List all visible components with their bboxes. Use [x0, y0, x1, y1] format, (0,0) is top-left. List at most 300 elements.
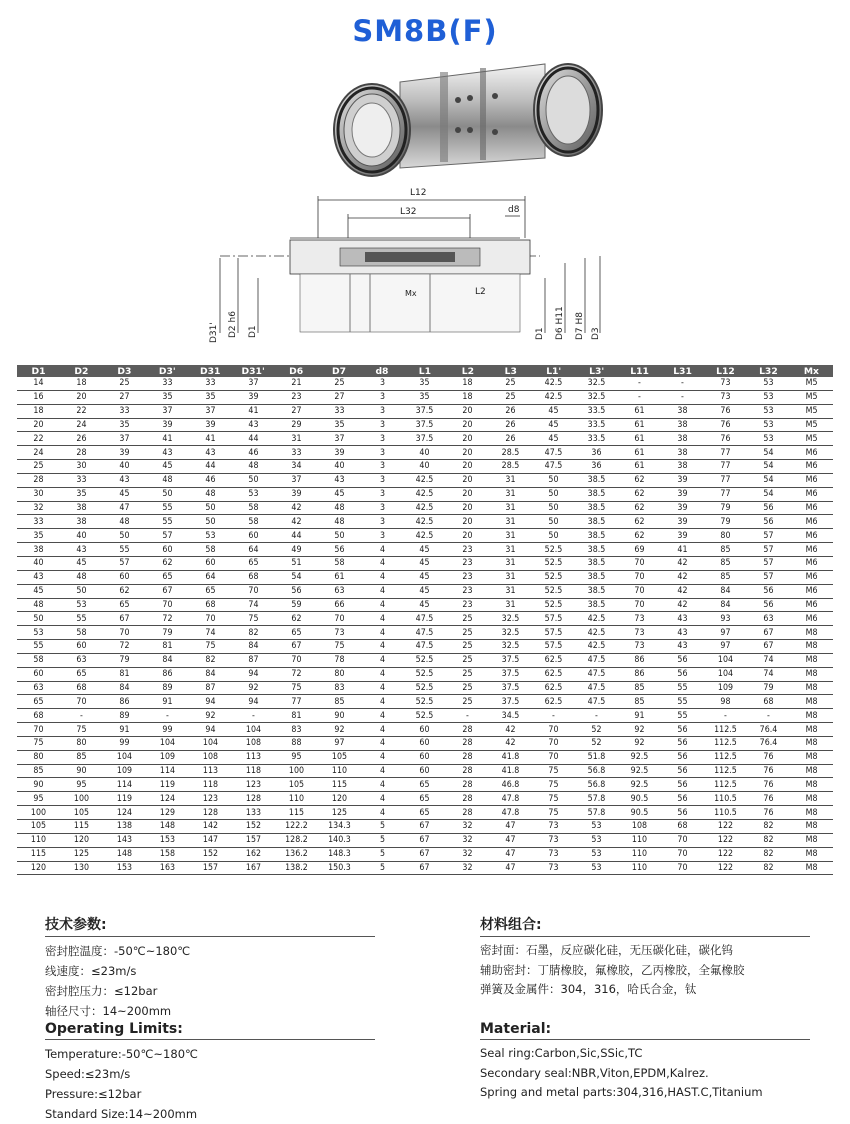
table-cell: 25 [449, 612, 486, 626]
table-cell: 38.5 [578, 543, 615, 557]
table-cell: 62 [621, 473, 658, 487]
table-cell: 114 [106, 778, 143, 792]
table-cell: 55 [63, 612, 100, 626]
table-cell: 82 [750, 820, 787, 834]
table-cell: M6 [793, 487, 830, 501]
table-cell: 38.5 [578, 598, 615, 612]
table-cell: 97 [707, 626, 744, 640]
table-cell: 25 [449, 653, 486, 667]
table-cell: 39 [106, 446, 143, 460]
table-cell: 25 [492, 390, 529, 404]
column-header: D2 [60, 365, 103, 377]
table-cell: 152 [192, 847, 229, 861]
table-cell: 73 [621, 640, 658, 654]
table-cell: M8 [793, 736, 830, 750]
table-row [17, 847, 833, 861]
table-cell: M8 [793, 778, 830, 792]
table-cell: 75 [535, 806, 572, 820]
product-title: SM8B(F) [352, 14, 498, 48]
material-en-line: Spring and metal parts:304,316,HAST.C,Titanium [480, 1085, 763, 1099]
table-row [17, 501, 833, 515]
table-cell: 23 [449, 570, 486, 584]
table-cell: 70 [621, 598, 658, 612]
table-cell: 41 [149, 432, 186, 446]
table-cell: 77 [707, 446, 744, 460]
table-cell: 45 [63, 556, 100, 570]
table-cell: 48 [321, 515, 358, 529]
table-cell: 80 [707, 529, 744, 543]
table-cell: 62 [621, 487, 658, 501]
table-cell: 124 [106, 806, 143, 820]
table-cell: 42.5 [578, 612, 615, 626]
table-cell: 85 [621, 681, 658, 695]
table-cell: 45 [535, 404, 572, 418]
table-cell: 62 [621, 529, 658, 543]
table-cell: 53 [578, 847, 615, 861]
table-cell: M6 [793, 543, 830, 557]
table-cell: 35 [149, 390, 186, 404]
table-cell: 36 [578, 446, 615, 460]
table-cell: 22 [20, 432, 57, 446]
table-cell: 31 [492, 584, 529, 598]
table-cell: 50 [535, 501, 572, 515]
table-cell: 100 [278, 764, 315, 778]
table-cell: 79 [106, 653, 143, 667]
table-cell: 43 [664, 640, 701, 654]
table-cell: 104 [235, 723, 272, 737]
table-cell: 56 [664, 653, 701, 667]
table-cell: 120 [321, 792, 358, 806]
table-cell: 56 [750, 584, 787, 598]
table-cell: 43 [664, 612, 701, 626]
table-cell: 47.8 [492, 792, 529, 806]
table-cell: 125 [63, 847, 100, 861]
table-cell: M8 [793, 723, 830, 737]
table-cell: 54 [750, 446, 787, 460]
table-cell: 105 [20, 820, 57, 834]
table-cell: 94 [235, 695, 272, 709]
table-cell: 4 [364, 653, 401, 667]
table-cell: 36 [578, 460, 615, 474]
table-cell: 39 [664, 473, 701, 487]
table-cell: 61 [621, 460, 658, 474]
table-cell: 120 [20, 861, 57, 875]
table-cell: 56 [750, 501, 787, 515]
table-row [17, 792, 833, 806]
table-cell: M8 [793, 820, 830, 834]
table-cell: 50 [20, 612, 57, 626]
table-cell: 84 [707, 598, 744, 612]
table-cell: 45 [406, 570, 443, 584]
table-cell: 43 [149, 446, 186, 460]
spec-table [17, 365, 833, 875]
table-cell: 104 [106, 750, 143, 764]
table-cell: 152 [235, 820, 272, 834]
table-cell: 18 [449, 377, 486, 390]
table-cell: 104 [149, 736, 186, 750]
table-cell: 43 [20, 570, 57, 584]
table-cell: 85 [707, 556, 744, 570]
table-cell: 80 [63, 736, 100, 750]
table-cell: 37.5 [492, 695, 529, 709]
table-cell: 56 [664, 750, 701, 764]
table-cell: 53 [20, 626, 57, 640]
table-cell: 50 [535, 515, 572, 529]
table-cell: 53 [750, 390, 787, 404]
table-cell: 76.4 [750, 723, 787, 737]
table-cell: 38.5 [578, 487, 615, 501]
table-cell: M5 [793, 377, 830, 390]
table-cell: 99 [106, 736, 143, 750]
table-cell: 48 [106, 515, 143, 529]
table-cell: 125 [321, 806, 358, 820]
table-cell: 87 [235, 653, 272, 667]
table-cell: 143 [106, 833, 143, 847]
table-cell: 37.5 [492, 667, 529, 681]
table-cell: M8 [793, 861, 830, 875]
table-cell: 78 [321, 653, 358, 667]
table-cell: 25 [492, 377, 529, 390]
table-cell: 74 [750, 653, 787, 667]
table-cell: 28.5 [492, 460, 529, 474]
table-cell: 82 [192, 653, 229, 667]
table-cell: 38 [664, 446, 701, 460]
table-cell: 89 [149, 681, 186, 695]
table-cell: 65 [149, 570, 186, 584]
table-cell: 29 [278, 418, 315, 432]
table-cell: 73 [535, 847, 572, 861]
table-cell: 70 [621, 570, 658, 584]
table-cell: 136.2 [278, 847, 315, 861]
table-cell: 4 [364, 695, 401, 709]
table-cell: 75 [535, 764, 572, 778]
table-cell: 109 [149, 750, 186, 764]
table-cell: 32.5 [492, 626, 529, 640]
table-cell: 118 [192, 778, 229, 792]
table-row [17, 487, 833, 501]
table-cell: 73 [707, 377, 744, 390]
table-cell: 53 [750, 404, 787, 418]
table-cell: 35 [192, 390, 229, 404]
table-cell: 3 [364, 446, 401, 460]
table-cell: 20 [20, 418, 57, 432]
table-cell: 32 [449, 847, 486, 861]
table-cell: 76 [707, 418, 744, 432]
table-cell: 67 [406, 833, 443, 847]
table-cell: 20 [449, 404, 486, 418]
table-cell: 92 [621, 723, 658, 737]
table-row [17, 764, 833, 778]
table-cell: 73 [535, 861, 572, 875]
table-cell: 45 [535, 432, 572, 446]
table-cell: 57.8 [578, 806, 615, 820]
table-cell: 47 [492, 861, 529, 875]
table-cell: 62 [621, 515, 658, 529]
table-cell: 79 [707, 515, 744, 529]
table-cell: 84 [192, 667, 229, 681]
table-cell: 85 [707, 543, 744, 557]
product-photo [330, 50, 610, 180]
table-cell: 35 [406, 377, 443, 390]
table-cell: 91 [106, 723, 143, 737]
table-cell: 67 [406, 861, 443, 875]
table-cell: 45 [20, 584, 57, 598]
section-drawing [200, 178, 630, 348]
column-header: D31 [189, 365, 232, 377]
table-cell: 83 [278, 723, 315, 737]
table-cell: 40 [63, 529, 100, 543]
table-cell: 65 [235, 556, 272, 570]
table-cell: 70 [664, 847, 701, 861]
table-cell: 50 [535, 487, 572, 501]
table-cell: 105 [321, 750, 358, 764]
table-cell: 85 [621, 695, 658, 709]
table-cell: 25 [449, 626, 486, 640]
table-cell: 62 [106, 584, 143, 598]
table-cell: 47 [106, 501, 143, 515]
table-cell: 5 [364, 833, 401, 847]
table-cell: M8 [793, 792, 830, 806]
table-cell: 48 [192, 487, 229, 501]
operating-limits-line: Pressure:≤12bar [45, 1087, 142, 1101]
table-cell: 70 [149, 598, 186, 612]
table-cell: 74 [750, 667, 787, 681]
material-en-line: Secondary seal:NBR,Viton,EPDM,Kalrez. [480, 1065, 709, 1080]
table-cell: 70 [278, 653, 315, 667]
table-cell: 110 [321, 764, 358, 778]
table-cell: - [664, 390, 701, 404]
table-cell: 45 [535, 418, 572, 432]
table-cell: 138.2 [278, 861, 315, 875]
table-cell: M6 [793, 570, 830, 584]
table-cell: 128 [235, 792, 272, 806]
table-cell: 63 [321, 584, 358, 598]
table-cell: 33 [20, 515, 57, 529]
table-cell: M6 [793, 598, 830, 612]
table-cell: 22 [63, 404, 100, 418]
table-row [17, 515, 833, 529]
table-cell: 37 [106, 432, 143, 446]
table-cell: 4 [364, 736, 401, 750]
table-cell: 3 [364, 501, 401, 515]
table-cell: 70 [664, 861, 701, 875]
table-cell: 73 [621, 612, 658, 626]
table-cell: M6 [793, 529, 830, 543]
table-cell: 51 [278, 556, 315, 570]
material-cn-line: 弹簧及金属件：304，316，哈氏合金，钛 [480, 982, 697, 996]
table-row [17, 820, 833, 834]
table-cell: 65 [106, 598, 143, 612]
column-header: L3' [575, 365, 618, 377]
table-cell: 35 [406, 390, 443, 404]
table-cell: 47.5 [535, 460, 572, 474]
table-cell: 41 [192, 432, 229, 446]
table-cell: 52.5 [535, 584, 572, 598]
table-cell: 76.4 [750, 736, 787, 750]
table-cell: 4 [364, 723, 401, 737]
table-cell: 86 [621, 667, 658, 681]
table-cell: 20 [449, 501, 486, 515]
table-cell: 52 [578, 723, 615, 737]
table-cell: 92.5 [621, 778, 658, 792]
table-cell: 115 [321, 778, 358, 792]
table-cell: 110.5 [707, 806, 744, 820]
table-cell: - [63, 709, 100, 723]
table-cell: 99 [149, 723, 186, 737]
table-cell: 48 [321, 501, 358, 515]
table-cell: 75 [63, 723, 100, 737]
table-cell: 33 [278, 446, 315, 460]
table-cell: 38.5 [578, 529, 615, 543]
table-cell: 94 [192, 723, 229, 737]
table-cell: 92.5 [621, 764, 658, 778]
table-cell: 75 [535, 778, 572, 792]
table-cell: 85 [321, 695, 358, 709]
table-cell: 55 [664, 709, 701, 723]
table-row [17, 612, 833, 626]
table-cell: 70 [20, 723, 57, 737]
column-header: D3' [146, 365, 189, 377]
table-row [17, 653, 833, 667]
table-cell: - [235, 709, 272, 723]
table-cell: 113 [192, 764, 229, 778]
table-cell: 3 [364, 404, 401, 418]
table-cell: 25 [321, 377, 358, 390]
table-cell: 33 [321, 404, 358, 418]
table-cell: 67 [750, 626, 787, 640]
table-cell: 158 [149, 847, 186, 861]
table-cell: 52.5 [406, 695, 443, 709]
table-cell: 40 [106, 460, 143, 474]
material-en-title: Material: [480, 1021, 810, 1040]
table-cell: 70 [621, 556, 658, 570]
table-cell: 130 [63, 861, 100, 875]
table-cell: 38.5 [578, 501, 615, 515]
table-cell: 41 [235, 404, 272, 418]
table-cell: 61 [321, 570, 358, 584]
table-cell: 31 [492, 529, 529, 543]
table-cell: 42 [664, 570, 701, 584]
dim-d1-left: D1 [248, 325, 258, 338]
table-cell: 37 [192, 404, 229, 418]
table-cell: 25 [449, 640, 486, 654]
table-cell: 23 [449, 598, 486, 612]
table-cell: 53 [192, 529, 229, 543]
table-cell: 37.5 [492, 653, 529, 667]
column-header: D31' [232, 365, 275, 377]
table-cell: 37.5 [406, 432, 443, 446]
table-cell: 57 [106, 556, 143, 570]
table-cell: 109 [707, 681, 744, 695]
table-cell: 47.5 [406, 626, 443, 640]
table-cell: 18 [63, 377, 100, 390]
table-cell: - [621, 390, 658, 404]
table-cell: 58 [192, 543, 229, 557]
table-cell: 31 [492, 515, 529, 529]
table-cell: 47.5 [578, 653, 615, 667]
table-cell: 50 [321, 529, 358, 543]
table-cell: 104 [192, 736, 229, 750]
table-row [17, 404, 833, 418]
table-cell: 32.5 [492, 640, 529, 654]
table-cell: 70 [235, 584, 272, 598]
table-cell: 20 [449, 432, 486, 446]
table-cell: 69 [621, 543, 658, 557]
table-cell: 25 [20, 460, 57, 474]
table-cell: 67 [406, 820, 443, 834]
table-cell: 37 [235, 377, 272, 390]
table-cell: - [535, 709, 572, 723]
table-cell: 25 [106, 377, 143, 390]
table-cell: 37 [321, 432, 358, 446]
table-cell: 82 [750, 833, 787, 847]
column-header: L1 [403, 365, 446, 377]
table-cell: 3 [364, 377, 401, 390]
table-cell: 21 [278, 377, 315, 390]
table-cell: 87 [192, 681, 229, 695]
table-cell: 70 [106, 626, 143, 640]
table-cell: 62.5 [535, 667, 572, 681]
table-cell: 20 [449, 529, 486, 543]
table-cell: 40 [406, 446, 443, 460]
table-cell: 70 [535, 750, 572, 764]
table-cell: M6 [793, 515, 830, 529]
table-row [17, 778, 833, 792]
table-row [17, 473, 833, 487]
dim-mx: Mx [405, 289, 417, 298]
table-cell: 38.5 [578, 473, 615, 487]
table-cell: 147 [192, 833, 229, 847]
table-cell: 44 [235, 432, 272, 446]
table-cell: 31 [492, 501, 529, 515]
table-cell: 45 [106, 487, 143, 501]
column-header: L1' [532, 365, 575, 377]
table-cell: 41.8 [492, 750, 529, 764]
right-sleeve [534, 64, 602, 156]
table-cell: 52 [578, 736, 615, 750]
table-cell: 14 [20, 377, 57, 390]
dim-d8: d8 [508, 205, 520, 215]
table-cell: 38 [664, 418, 701, 432]
table-row [17, 736, 833, 750]
table-cell: 76 [750, 778, 787, 792]
table-cell: M8 [793, 667, 830, 681]
dim-d2: D2 h6 [228, 311, 238, 338]
table-cell: 84 [235, 640, 272, 654]
table-cell: 28 [449, 723, 486, 737]
table-cell: 20 [449, 460, 486, 474]
table-cell: 83 [321, 681, 358, 695]
table-cell: 76 [707, 432, 744, 446]
table-cell: 162 [235, 847, 272, 861]
table-cell: 18 [449, 390, 486, 404]
table-cell: 43 [664, 626, 701, 640]
table-cell: 68 [750, 695, 787, 709]
table-cell: 80 [321, 667, 358, 681]
table-cell: 23 [449, 543, 486, 557]
table-cell: M8 [793, 847, 830, 861]
table-cell: 33 [106, 404, 143, 418]
table-cell: 163 [149, 861, 186, 875]
table-cell: 41.8 [492, 764, 529, 778]
table-cell: 43 [63, 543, 100, 557]
table-cell: 31 [492, 598, 529, 612]
table-cell: 48 [63, 570, 100, 584]
table-row [17, 543, 833, 557]
table-cell: 70 [664, 833, 701, 847]
table-cell: 81 [106, 667, 143, 681]
material-en-line: Seal ring:Carbon,Sic,SSic,TC [480, 1046, 643, 1060]
